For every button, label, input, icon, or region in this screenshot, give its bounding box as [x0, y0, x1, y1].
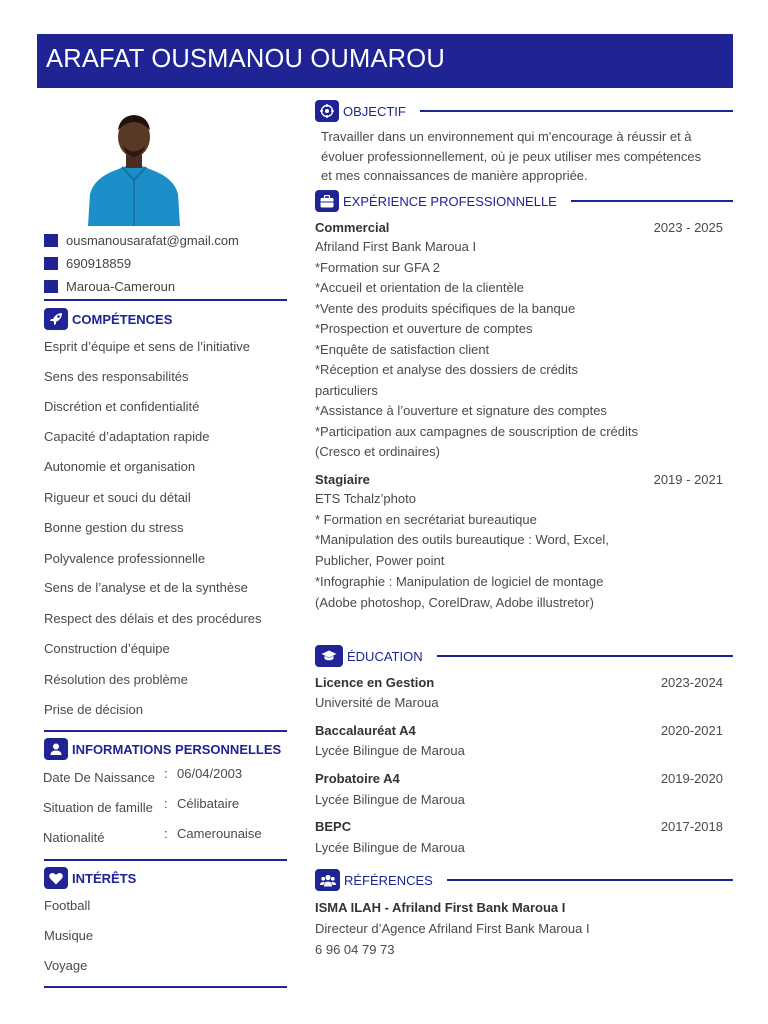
job-detail-line: *Formation sur GFA 2: [315, 259, 440, 275]
user-icon: [44, 738, 68, 760]
target-icon: [315, 100, 339, 122]
interests-title: INTÉRÊTS: [72, 870, 137, 886]
skill-item: Résolution des problème: [44, 672, 188, 687]
education-dates: 2020-2021: [660, 723, 723, 738]
divider: [44, 986, 287, 988]
graduation-cap-icon: [315, 645, 343, 667]
colon-separator: :: [164, 796, 168, 811]
job-detail-line: *Vente des produits spécifiques de la banque: [315, 300, 576, 316]
job-dates: 2023 - 2025: [653, 220, 723, 235]
education-dates: 2019-2020: [660, 771, 723, 786]
location-icon: [44, 280, 58, 293]
skill-item: Prise de décision: [44, 702, 143, 717]
skill-item: Polyvalence professionnelle: [44, 551, 206, 566]
contact-location: [44, 277, 175, 295]
personal-info-title: INFORMATIONS PERSONNELLES: [72, 741, 282, 757]
skill-item: Bonne gestion du stress: [44, 520, 184, 535]
experience-title: EXPÉRIENCE PROFESSIONNELLE: [343, 193, 557, 209]
job-detail-line: *Participation aux campagnes de souscription de crédits: [315, 423, 639, 439]
email-text: ousmanousarafat@gmail.com: [66, 232, 239, 248]
job-detail-line: *Prospection et ouverture de comptes: [315, 321, 533, 336]
skill-item: Rigueur et souci du détail: [44, 490, 191, 505]
heading-rule: [437, 655, 733, 657]
objective-text: [321, 127, 731, 186]
skill-item: Construction d’équipe: [44, 641, 170, 656]
nationality-value: Camerounaise: [177, 826, 262, 841]
job-detail-line: (Adobe photoshop, CorelDraw, Adobe illustretor): [315, 594, 594, 610]
interests-heading: [44, 867, 287, 889]
interest-item: Football: [44, 898, 91, 913]
skill-item: Sens de l’analyse et de la synthèse: [44, 580, 248, 595]
skill-item: Sens des responsabilités: [44, 369, 189, 384]
job-dates: 2019 - 2021: [653, 472, 723, 487]
location-text: Maroua-Cameroun: [66, 278, 176, 294]
job-detail-line: Afriland First Bank Maroua I: [315, 239, 477, 254]
job-detail-line: ETS Tchalz’photo: [315, 491, 416, 506]
reference-position: Directeur d’Agence Afriland First Bank Maroua I: [315, 921, 590, 936]
job-role: Stagiaire: [315, 472, 370, 487]
experience-heading: [315, 190, 733, 212]
education-dates: 2017-2018: [660, 819, 723, 834]
skill-item: Autonomie et organisation: [44, 459, 196, 474]
education-title: ÉDUCATION: [347, 648, 423, 664]
education-dates: 2023-2024: [660, 675, 723, 690]
heading-rule: [447, 879, 733, 881]
objective-line: et mes connaissances de manière appropriée.: [321, 168, 588, 183]
education-school: Lycée Bilingue de Maroua: [315, 840, 465, 855]
divider: [44, 299, 287, 301]
profile-photo: [86, 110, 182, 226]
reference-phone: 6 96 04 79 73: [315, 942, 395, 957]
job-detail-line: Publicher, Power point: [315, 553, 445, 569]
job-detail-line: particuliers: [315, 382, 378, 398]
heart-icon: [44, 867, 68, 889]
job-detail-line: (Cresco et ordinaires): [315, 444, 440, 459]
job-detail-line: * Formation en secrétariat bureautique: [315, 511, 537, 527]
heading-rule: [571, 200, 733, 202]
personal-info-heading: [44, 738, 287, 760]
contact-email: [44, 231, 239, 249]
job-role: Commercial: [315, 220, 390, 235]
skill-item: Respect des délais et des procédures: [44, 611, 262, 626]
education-school: Lycée Bilingue de Maroua: [315, 743, 465, 758]
birthdate-label: Date De Naissance: [43, 770, 155, 785]
objective-title: OBJECTIF: [343, 103, 406, 119]
job-details: [315, 489, 725, 613]
education-degree: Baccalauréat A4: [315, 723, 416, 738]
phone-text: 690918859: [66, 255, 132, 271]
job-detail-line: *Accueil et orientation de la clientèle: [315, 280, 524, 295]
skills-heading: [44, 308, 287, 330]
users-icon: [315, 869, 340, 891]
objective-line: évoluer professionnellement, où je peux utiliser mes compétences: [321, 148, 702, 164]
header-bar: [37, 34, 733, 88]
colon-separator: :: [164, 826, 168, 841]
education-degree: Licence en Gestion: [315, 675, 435, 690]
job-details: [315, 237, 725, 463]
phone-icon: [44, 257, 58, 270]
education-degree: BEPC: [315, 819, 352, 834]
interest-item: Musique: [44, 928, 94, 943]
nationality-label: Nationalité: [43, 830, 105, 845]
skill-item: Capacité d’adaptation rapide: [44, 429, 210, 444]
interest-item: Voyage: [44, 958, 88, 973]
reference-name: ISMA ILAH - Afriland First Bank Maroua I: [315, 900, 566, 915]
contact-phone: [44, 254, 131, 272]
job-detail-line: *Enquête de satisfaction client: [315, 341, 490, 357]
family-status-label: Situation de famille: [43, 800, 153, 815]
skill-item: Discrétion et confidentialité: [44, 399, 200, 414]
skills-title: COMPÉTENCES: [72, 311, 173, 327]
rocket-icon: [44, 308, 68, 330]
references-title: RÉFÉRENCES: [344, 872, 433, 888]
email-icon: [44, 234, 58, 247]
divider: [44, 859, 287, 861]
briefcase-icon: [315, 190, 339, 212]
objective-heading: [315, 100, 733, 122]
skill-item: Esprit d’équipe et sens de l’initiative: [44, 339, 250, 354]
job-detail-line: *Réception et analyse des dossiers de crédits: [315, 362, 579, 377]
candidate-name: ARAFAT OUSMANOU OUMAROU: [46, 45, 445, 73]
education-school: Lycée Bilingue de Maroua: [315, 792, 465, 807]
education-school: Université de Maroua: [315, 695, 439, 710]
family-status-value: Célibataire: [177, 796, 240, 811]
job-detail-line: *Assistance à l’ouverture et signature des comptes: [315, 403, 607, 418]
heading-rule: [420, 110, 733, 112]
job-detail-line: *Manipulation des outils bureautique : Word, Excel,: [315, 532, 609, 548]
colon-separator: :: [164, 766, 168, 781]
education-degree: Probatoire A4: [315, 771, 400, 786]
birthdate-value: 06/04/2003: [177, 766, 243, 781]
divider: [44, 730, 287, 732]
job-detail-line: *Infographie : Manipulation de logiciel de montage: [315, 573, 604, 589]
objective-line: Travailler dans un environnement qui m'encourage à réussir et à: [321, 129, 692, 144]
education-heading: [315, 645, 733, 667]
references-heading: [315, 869, 733, 891]
